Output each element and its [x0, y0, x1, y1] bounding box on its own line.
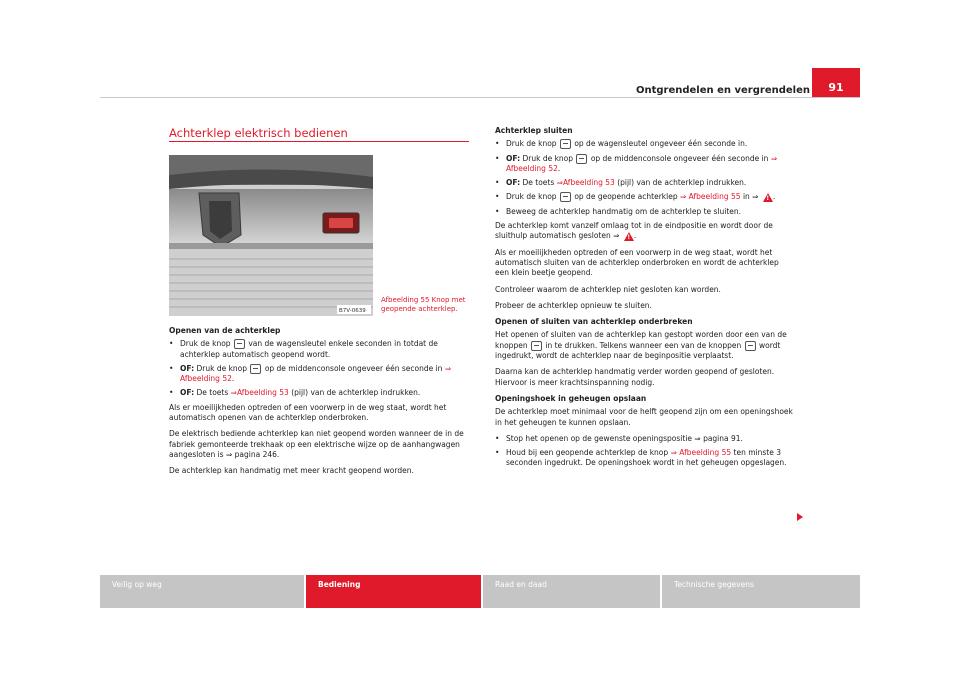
footer-tab-veilig-op-weg[interactable]: Veilig op weg	[100, 575, 304, 608]
header-divider	[100, 97, 860, 98]
button-icon	[531, 341, 542, 351]
ref-link[interactable]: Afbeelding 52	[180, 374, 232, 384]
close-step-5: • Beweeg de achterklep handmatig om de achterklep te sluiten.	[495, 207, 795, 217]
close-step-2: • OF: Druk de knop op de middenconsole ongeveer één seconde in ⇒ Afbeelding 52.	[495, 154, 795, 175]
tailgate-button-icon	[560, 192, 571, 202]
memory-step-1: • Stop het openen op de gewenste openingspositie ⇒ pagina 91.	[495, 434, 795, 444]
paragraph: De elektrisch bediende achterklep kan niet geopend worden wanneer de in de fabriek gemonteerde trekhaak op een elektrische wijze op de aanhangwagen aangesloten is ⇒ pagina 246.	[169, 429, 464, 459]
tailgate-illustration	[169, 155, 373, 316]
footer-tab-raad-en-daad[interactable]: Raad en daad	[483, 575, 660, 608]
right-column	[495, 126, 795, 473]
paragraph: Controleer waarom de achterklep niet gesloten kan worden.	[495, 284, 721, 294]
section-rule	[169, 141, 469, 142]
close-step-3: • OF: De toets ⇒Afbeelding 53 (pijl) van de achterklep indrukken.	[495, 178, 795, 188]
chapter-title: Ontgrendelen en vergrendelen	[635, 85, 810, 96]
ref-link[interactable]: Afbeelding 55	[679, 448, 732, 458]
close-heading: Achterklep sluiten	[495, 126, 573, 135]
button-icon	[745, 341, 756, 351]
open-step-3: • OF: De toets ⇒Afbeelding 53 (pijl) van de achterklep indrukken.	[169, 388, 471, 398]
continue-arrow-icon	[797, 513, 803, 521]
console-button-icon	[576, 154, 587, 164]
ref-link[interactable]: Afbeelding 55	[688, 192, 741, 202]
paragraph: Probeer de achterklep opnieuw te sluiten.	[495, 300, 652, 310]
ref-link[interactable]: Afbeelding 52	[506, 163, 558, 173]
open-heading: Openen van de achterklep	[169, 326, 281, 335]
memory-step-2: • Houd bij een geopende achterklep de knop ⇒ Afbeelding 55 ten minste 3 seconden ingedrukt. De openingshoek wordt in het geheugen opgeslagen.	[495, 448, 795, 469]
page-number: 91	[812, 68, 860, 98]
paragraph: Het openen of sluiten van de achterklep kan gestopt worden door een van de knoppen in te drukken. Telkens wanneer een van de knoppen wordt ingedrukt, wordt de achterklep naar de beginpositie verplaatst.	[495, 330, 787, 361]
open-step-2: • OF: Druk de knop op de middenconsole ongeveer één seconde in ⇒ Afbeelding 52.	[169, 364, 471, 385]
ref-link[interactable]: Afbeelding 53	[562, 178, 615, 188]
memory-heading: Openingshoek in geheugen opslaan	[495, 393, 647, 403]
figure-caption-text: Knop met geopende achterklep.	[381, 296, 466, 313]
paragraph: De achterklep kan handmatig met meer kracht geopend worden.	[169, 466, 414, 476]
paragraph: De achterklep moet minimaal voor de helft geopend zijn om een openingshoek in het geheugen te kunnen opslaan.	[495, 407, 793, 427]
open-step-1: • Druk de knop van de wagensleutel enkele seconden in totdat de achterklep automatisch geopend wordt.	[169, 339, 471, 360]
interrupt-heading: Openen of sluiten van achterklep onderbreken	[495, 317, 693, 327]
key-button-icon	[234, 339, 245, 349]
close-step-4: • Druk de knop op de geopende achterklep ⇒ Afbeelding 55 in ⇒ ! .	[495, 192, 795, 202]
warning-icon	[624, 232, 634, 241]
figure-caption-ref: Afbeelding 55	[381, 296, 430, 304]
ref-link[interactable]: Afbeelding 53	[236, 388, 289, 398]
figure-caption	[381, 296, 471, 314]
paragraph: Daarna kan de achterklep handmatig verder worden geopend of gesloten. Hiervoor is meer krachtsinspanning nodig.	[495, 367, 775, 387]
paragraph: Als er moeilijkheden optreden of een voorwerp in de weg staat, wordt het automatisch sluiten van de achterklep onderbroken en wordt de achterklep een klein beetje geopend.	[495, 247, 779, 278]
figure-code: B7V-0639	[339, 308, 366, 314]
section-title: Achterklep elektrisch bedienen	[169, 126, 348, 140]
warning-icon	[763, 193, 773, 202]
footer-tab-technische-gegevens[interactable]: Technische gegevens	[662, 575, 860, 608]
tailgate-photo	[169, 155, 373, 316]
key-button-icon	[560, 139, 571, 149]
paragraph: Als er moeilijkheden optreden of een voorwerp in de weg staat, wordt het automatisch openen van de achterklep onderbroken.	[169, 402, 447, 423]
footer-tab-bediening[interactable]: Bediening	[306, 575, 481, 608]
paragraph: De achterklep komt vanzelf omlaag tot in de eindpositie en wordt door de sluithulp automatisch gesloten ⇒ ! .	[495, 221, 795, 242]
left-column	[169, 326, 471, 483]
close-step-1: • Druk de knop op de wagensleutel ongeveer één seconde in.	[495, 139, 795, 149]
console-button-icon	[250, 364, 261, 374]
